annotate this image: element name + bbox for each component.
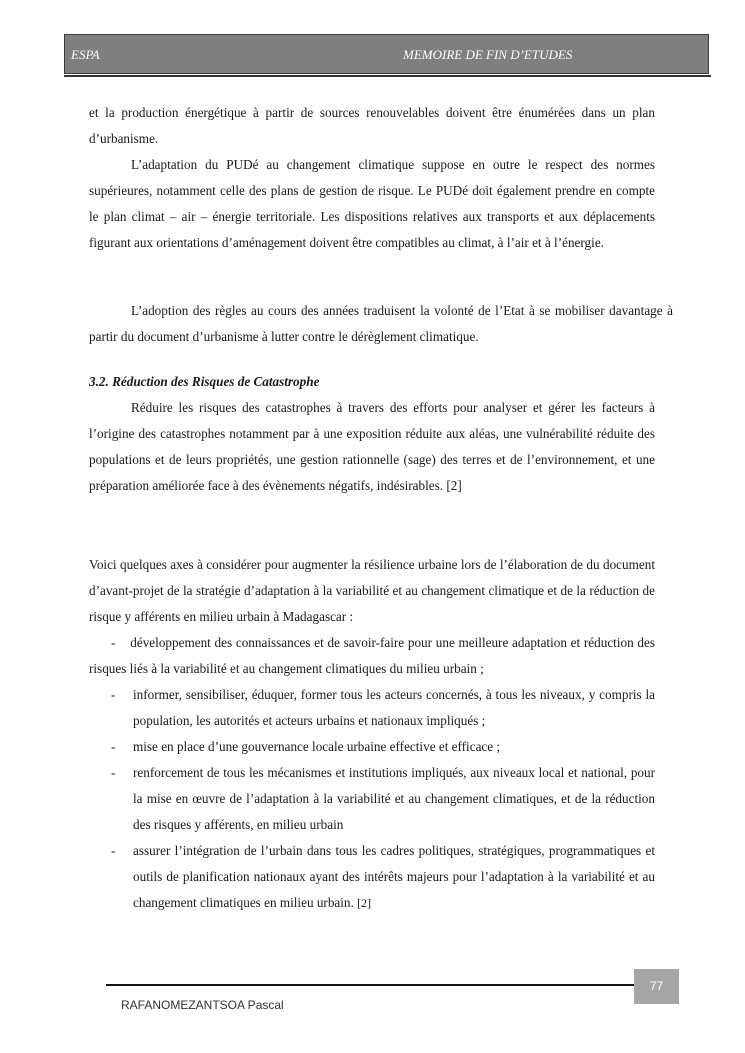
list-item-4 [89,760,655,838]
citation-ref: [2] [357,896,372,910]
paragraph-4: Réduire les risques des catastrophes à travers des efforts pour analyser et gérer les facteurs à l’origine des catastrophes notamment par à une exposition réduite aux aléas, une vulnérabilité réduite des populations et de leurs propriétés, une gestion rationnelle (sage) des terres et de l’environnement, et une préparation améliorée face à des évènements négatifs, indésirables. [2] [89,400,655,493]
paragraph-1: et la production énergétique à partir de sources renouvelables doivent être énumérées dans un plan d’urbanisme. [89,105,655,146]
list-item-4-text: renforcement de tous les mécanismes et institutions impliqués, aux niveaux local et national, pour la mise en œuvre de l’adaptation à la variabilité et au changement climatiques, et de la réduction des risques y afférents, en milieu urbain [133,765,655,832]
header-shadow [64,75,711,77]
section-heading: 3.2. Réduction des Risques de Catastrophe [89,374,320,389]
footer-author: RAFANOMEZANTSOA Pascal [121,998,284,1012]
list-item-2-text: informer, sensibiliser, éduquer, former tous les acteurs concernés, à tous les niveaux, y compris la population, les autorités et acteurs urbains et nationaux impliqués ; [133,687,655,728]
list-dash: - [111,843,116,858]
header-left-title: ESPA [71,47,100,62]
paragraph-2: L’adaptation du PUDé au changement climatique suppose en outre le respect des normes supérieures, notamment celle des plans de gestion de risque. Le PUDé doit également prendre en compte le plan climat – air – énergie territoriale. Les dispositions relatives aux transports et aux déplacements figurant aux orientations d’aménagement doivent être compatibles au climat, à l’air et à l’énergie. [89,157,655,250]
header-right-title: MEMOIRE DE FIN D’ETUDES [403,47,573,62]
list-item-3 [89,734,655,760]
footer-divider [106,984,634,986]
page-header [64,34,709,74]
list-dash: - [111,635,116,650]
paragraph-3-container [89,298,673,350]
list-item-1 [89,630,655,682]
paragraph-1-container [89,100,655,256]
list-section [89,552,655,916]
paragraph-5: Voici quelques axes à considérer pour augmenter la résilience urbaine lors de l’élaboration de du document d’avant-projet de la stratégie d’adaptation à la variabilité et au changement climatique et de la réduction de risque y afférents en milieu urbain à Madagascar : [89,557,655,624]
section-3-2 [89,369,655,499]
list-item-2 [89,682,655,734]
list-item-5-text: assurer l’intégration de l’urbain dans tous les cadres politiques, stratégiques, programmatiques et outils de planification nationaux ayant des intérêts majeurs pour l’adaptation à la variabilité et au changement climatiques en milieu urbain. [133,843,655,910]
page-number: 77 [634,969,679,1004]
paragraph-3: L’adoption des règles au cours des années traduisent la volonté de l’Etat à se mobiliser davantage à partir du document d’urbanisme à lutter contre le dérèglement climatique. [89,303,673,344]
list-dash: - [111,765,116,780]
list-item-1-text: développement des connaissances et de savoir-faire pour une meilleure adaptation et réduction des risques liés à la variabilité et au changement climatiques du milieu urbain ; [89,635,655,676]
list-item-5 [89,838,655,916]
list-dash: - [111,687,116,702]
list-dash: - [111,739,116,754]
list-item-3-text: mise en place d’une gouvernance locale urbaine effective et efficace ; [133,739,501,754]
